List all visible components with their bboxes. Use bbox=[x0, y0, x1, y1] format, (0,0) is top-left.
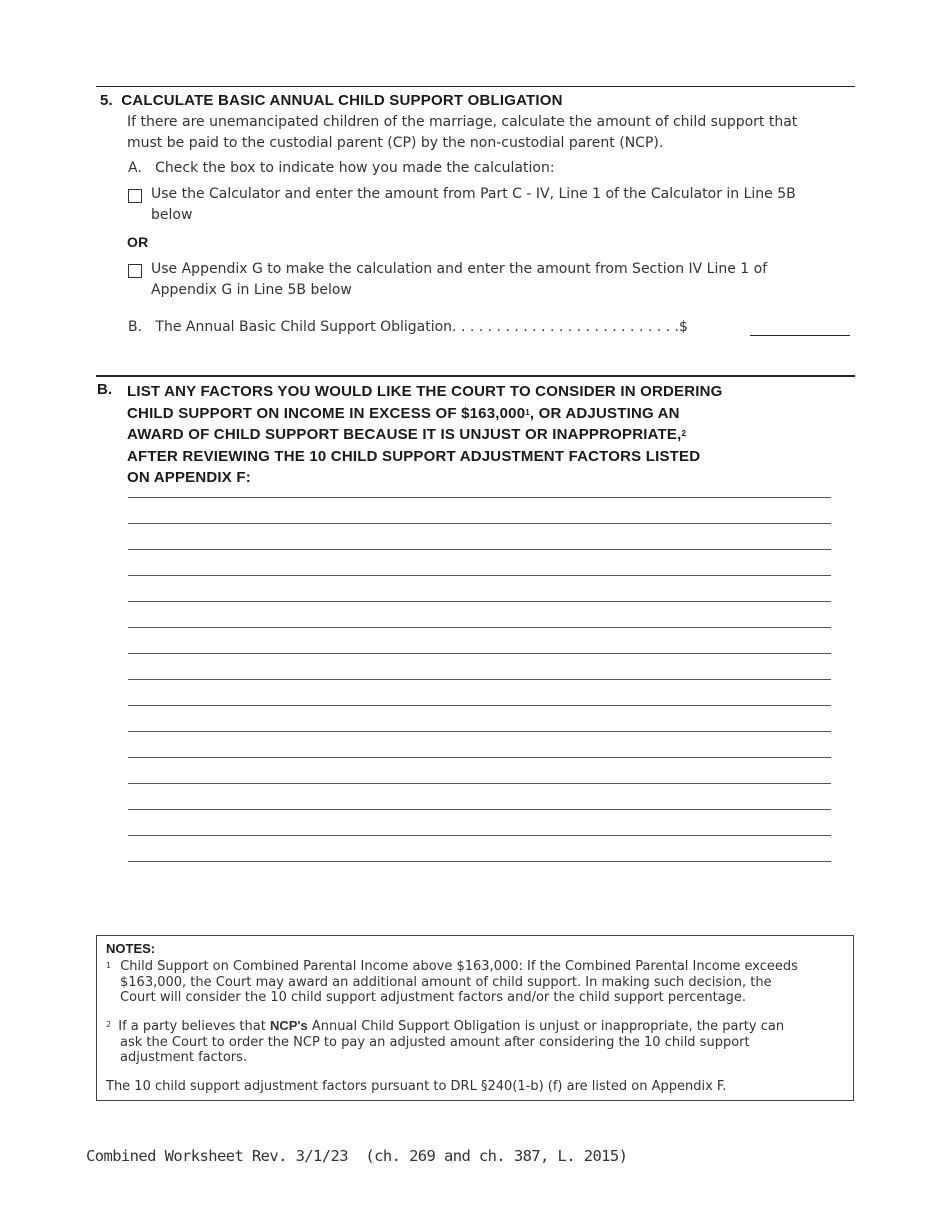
section-b-line5: ON APPENDIX F: bbox=[127, 469, 251, 486]
section5-item-a: A. Check the box to indicate how you made the calculation: bbox=[128, 160, 555, 176]
note-2-marker: 2 bbox=[106, 1020, 112, 1029]
footnote-ref-1: 1 bbox=[525, 407, 530, 417]
answer-line[interactable] bbox=[128, 601, 831, 602]
note-2-line3: adjustment factors. bbox=[120, 1050, 248, 1065]
appendix-g-option-label bbox=[151, 259, 767, 301]
obligation-amount-field[interactable] bbox=[750, 335, 850, 336]
section5-heading bbox=[100, 92, 563, 109]
section-b-line2: CHILD SUPPORT ON INCOME IN EXCESS OF $163,000$^1$, OR ADJUSTING AN bbox=[127, 404, 680, 422]
notes-box bbox=[96, 935, 854, 1101]
section5-intro-line1: If there are unemancipated children of the marriage, calculate the amount of child support that bbox=[127, 114, 798, 130]
section-b-divider bbox=[96, 375, 855, 377]
section5-intro bbox=[127, 112, 797, 154]
top-divider bbox=[96, 86, 855, 87]
calculator-option-label bbox=[151, 184, 796, 226]
answer-line[interactable] bbox=[128, 809, 831, 810]
answer-line[interactable] bbox=[128, 549, 831, 550]
answer-line[interactable] bbox=[128, 497, 831, 498]
answer-line[interactable] bbox=[128, 783, 831, 784]
note-2-line2: ask the Court to order the NCP to pay an adjusted amount after considering the 10 child support bbox=[120, 1034, 750, 1050]
answer-line[interactable] bbox=[128, 679, 831, 680]
calculator-option-line2: below bbox=[151, 207, 193, 223]
answer-line[interactable] bbox=[128, 523, 831, 524]
notes-heading: NOTES: bbox=[106, 941, 156, 956]
section-b-line4: AFTER REVIEWING THE 10 CHILD SUPPORT ADJUSTMENT FACTORS LISTED bbox=[127, 447, 701, 465]
answer-line[interactable] bbox=[128, 835, 831, 836]
section-b-line1: LIST ANY FACTORS YOU WOULD LIKE THE COURT TO CONSIDER IN ORDERING bbox=[127, 383, 723, 400]
or-label: OR bbox=[127, 234, 149, 250]
section-b-heading bbox=[127, 381, 723, 489]
note-1-line3: Court will consider the 10 child support adjustment factors and/or the child support percentage. bbox=[120, 990, 747, 1005]
revision-footer: Combined Worksheet Rev. 3/1/23 (ch. 269 and ch. 387, L. 2015) bbox=[86, 1147, 628, 1165]
note-2-bold: NCP's bbox=[269, 1018, 308, 1033]
section5-number: 5. bbox=[100, 92, 113, 109]
section5-intro-line2: must be paid to the custodial parent (CP) by the non-custodial parent (NCP). bbox=[127, 135, 664, 151]
answer-line[interactable] bbox=[128, 731, 831, 732]
calculator-checkbox[interactable] bbox=[128, 189, 142, 203]
appendix-g-checkbox[interactable] bbox=[128, 264, 142, 278]
answer-line[interactable] bbox=[128, 653, 831, 654]
answer-line[interactable] bbox=[128, 627, 831, 628]
answer-line[interactable] bbox=[128, 705, 831, 706]
section5-item-b: B. The Annual Basic Child Support Obligation. . . . . . . . . . . . . . . . . . . . . . . . . .$ bbox=[128, 319, 688, 335]
note-1-marker: 1 bbox=[106, 961, 112, 970]
appendix-g-option-line1: Use Appendix G to make the calculation and enter the amount from Section IV Line 1 of bbox=[151, 261, 768, 277]
appendix-g-option-line2: Appendix G in Line 5B below bbox=[151, 282, 352, 298]
section-b-label: B. bbox=[97, 381, 113, 398]
note-1-line1: Child Support on Combined Parental Income above $163,000: If the Combined Parental Income exceeds bbox=[120, 959, 798, 974]
answer-line[interactable] bbox=[128, 757, 831, 758]
answer-line[interactable] bbox=[128, 575, 831, 576]
answer-line[interactable] bbox=[128, 861, 831, 862]
note-1-line2: $163,000, the Court may award an additional amount of child support. In making such decision, the bbox=[120, 974, 772, 990]
calculator-option-line1: Use the Calculator and enter the amount from Part C - IV, Line 1 of the Calculator in Line 5B bbox=[151, 186, 796, 202]
footnote-ref-2: 2 bbox=[681, 429, 687, 438]
notes-footer: The 10 child support adjustment factors pursuant to DRL §240(1-b) (f) are listed on Appendix F. bbox=[106, 1079, 727, 1094]
note-2-post: Annual Child Support Obligation is unjust or inappropriate, the party can bbox=[307, 1019, 785, 1034]
section-b-line3: AWARD OF CHILD SUPPORT BECAUSE IT IS UNJUST OR INAPPROPRIATE,$^2$ bbox=[127, 426, 687, 443]
section5-title: CALCULATE BASIC ANNUAL CHILD SUPPORT OBLIGATION bbox=[121, 92, 563, 109]
note-1 bbox=[106, 959, 846, 1006]
note-2 bbox=[106, 1018, 846, 1066]
note-2-pre: If a party believes that bbox=[118, 1019, 270, 1034]
